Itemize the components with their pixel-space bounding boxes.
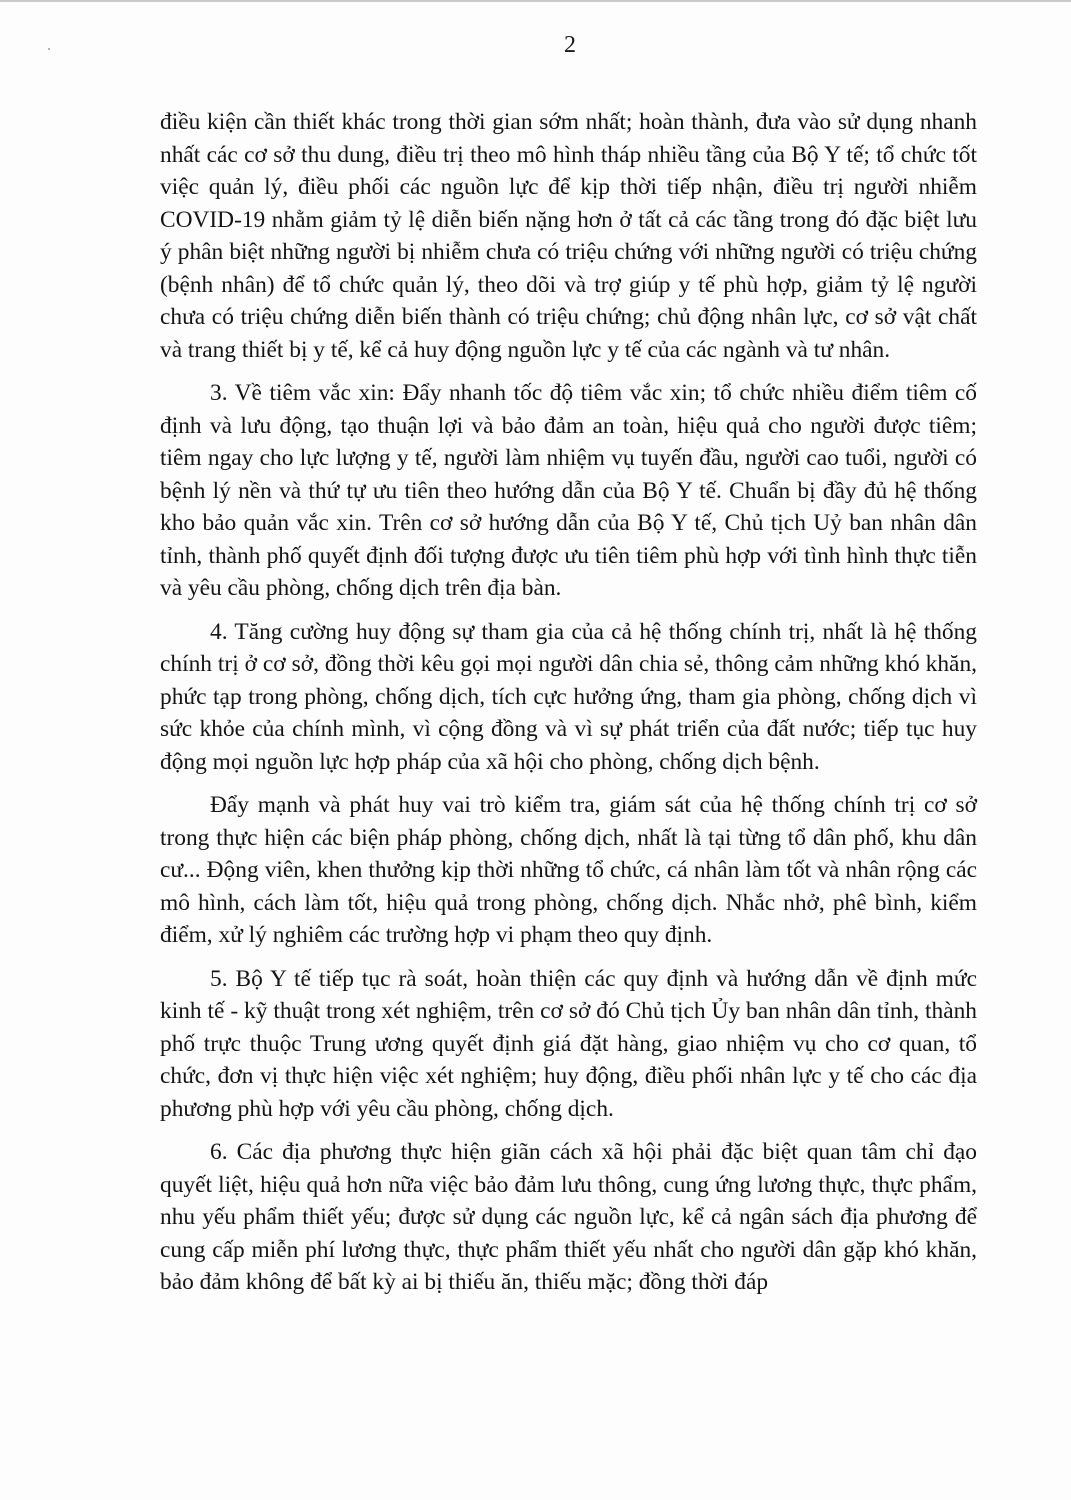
- page-number: 2: [564, 32, 576, 58]
- paragraph-item-5-ministry-of-health: 5. Bộ Y tế tiếp tục rà soát, hoàn thiện các quy định và hướng dẫn về định mức kinh tế - kỹ thuật trong xét nghiệm, trên cơ sở đó Chủ tịch Ủy ban nhân dân tỉnh, thành phố trực thuộc Trung ương quyết định giá đặt hàng, giao nhiệm vụ cho cơ quan, tổ chức, đơn vị thực hiện việc xét nghiệm; huy động, điều phối nhân lực y tế cho các địa phương phù hợp với yêu cầu phòng, chống dịch.: [160, 965, 977, 1122]
- paragraph-item-4-mobilization: 4. Tăng cường huy động sự tham gia của cả hệ thống chính trị, nhất là hệ thống chính trị ở cơ sở, đồng thời kêu gọi mọi người dân chia sẻ, thông cảm những khó khăn, phức tạp trong phòng, chống dịch, tích cực hưởng ứng, tham gia phòng, chống dịch vì sức khỏe của chính mình, vì cộng đồng và vì sự phát triển của đất nước; tiếp tục huy động mọi nguồn lực hợp pháp của xã hội cho phòng, chống dịch bệnh.: [160, 618, 977, 775]
- paragraph-inspection-supervision: Đẩy mạnh và phát huy vai trò kiểm tra, giám sát của hệ thống chính trị cơ sở trong thực hiện các biện pháp phòng, chống dịch, nhất là tại từng tổ dân phố, khu dân cư... Động viên, khen thưởng kịp thời những tổ chức, cá nhân làm tốt và nhân rộng các mô hình, cách làm tốt, hiệu quả trong phòng, chống dịch. Nhắc nhở, phê bình, kiểm điểm, xử lý nghiêm các trường hợp vi phạm theo quy định.: [160, 792, 977, 948]
- document-body: [160, 106, 977, 1310]
- scan-top-edge: [0, 0, 1071, 2]
- paragraph-item-6-social-distancing: 6. Các địa phương thực hiện giãn cách xã hội phải đặc biệt quan tâm chỉ đạo quyết liệt, hiệu quả hơn nữa việc bảo đảm lưu thông, cung ứng lương thực, thực phẩm, nhu yếu phẩm thiết yếu; được sử dụng các nguồn lực, kể cả ngân sách địa phương để cung cấp miễn phí lương thực, thực phẩm thiết yếu nhất cho người dân gặp khó khăn, bảo đảm không để bất kỳ ai bị thiếu ăn, thiếu mặc; đồng thời đáp: [160, 1139, 977, 1295]
- paragraph-continued: điều kiện cần thiết khác trong thời gian sớm nhất; hoàn thành, đưa vào sử dụng nhanh nhất các cơ sở thu dung, điều trị theo mô hình tháp nhiều tầng của Bộ Y tế; tổ chức tốt việc quản lý, điều phối các nguồn lực để kịp thời tiếp nhận, điều trị người nhiễm COVID-19 nhằm giảm tỷ lệ diễn biến nặng hơn ở tất cả các tầng trong đó đặc biệt lưu ý phân biệt những người bị nhiễm chưa có triệu chứng với những người có triệu chứng (bệnh nhân) để tổ chức quản lý, theo dõi và trợ giúp y tế phù hợp, giảm tỷ lệ người chưa có triệu chứng diễn biến thành có triệu chứng; chủ động nhân lực, cơ sở vật chất và trang thiết bị y tế, kể cả huy động nguồn lực y tế của các ngành và tư nhân.: [160, 109, 977, 363]
- paragraph-item-3-vaccination: 3. Về tiêm vắc xin: Đẩy nhanh tốc độ tiêm vắc xin; tổ chức nhiều điểm tiêm cố định và lưu động, tạo thuận lợi và bảo đảm an toàn, hiệu quả cho người được tiêm; tiêm ngay cho lực lượng y tế, người làm nhiệm vụ tuyến đầu, người cao tuổi, người có bệnh lý nền và thứ tự ưu tiên theo hướng dẫn của Bộ Y tế. Chuẩn bị đầy đủ hệ thống kho bảo quản vắc xin. Trên cơ sở hướng dẫn của Bộ Y tế, Chủ tịch Uỷ ban nhân dân tỉnh, thành phố quyết định đối tượng được ưu tiên tiêm phù hợp với tình hình thực tiễn và yêu cầu phòng, chống dịch trên địa bàn.: [160, 380, 977, 601]
